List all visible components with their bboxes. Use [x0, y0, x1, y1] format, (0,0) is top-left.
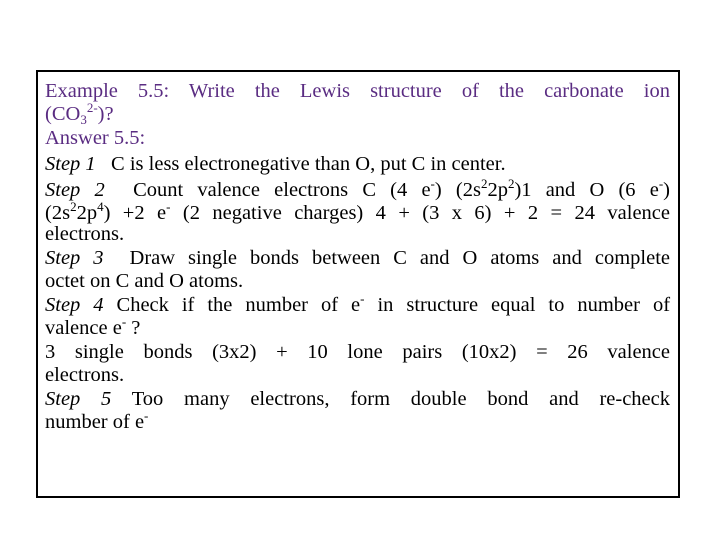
formula-subscript: 3	[80, 112, 87, 127]
step-4-line-2	[45, 314, 670, 339]
step-4-text: ?	[126, 317, 141, 339]
step-2-sup: -	[166, 199, 171, 214]
step-4-label: Step 4	[45, 294, 104, 316]
step-2-text: 2p	[76, 202, 98, 224]
step-2-sup: -	[658, 176, 664, 191]
formula-superscript: 2-	[86, 100, 98, 115]
step-2-text: )1 and O (6 e	[514, 179, 659, 201]
example-label: Example 5.5:	[45, 80, 170, 102]
step-2-sup: 2	[507, 176, 515, 191]
example-formula	[45, 100, 670, 127]
step-1	[45, 151, 670, 177]
content-box	[36, 70, 680, 498]
step-2	[45, 177, 670, 203]
step-3-line-2: octet on C and O atoms.	[45, 270, 244, 292]
step-2-label: Step 2	[45, 179, 105, 201]
step-4	[45, 292, 670, 318]
step-4-calc: 3 single bonds (3x2) + 10 lone pairs (10x2) = 26 valence	[45, 341, 670, 363]
step-5-text: number of e	[45, 411, 145, 433]
step-5-line-2	[45, 408, 670, 433]
step-2-text: ) (2s	[434, 179, 481, 201]
step-5	[45, 386, 670, 412]
step-2-text: ) +2 e	[103, 202, 167, 224]
example-question: Write the Lewis structure of the carbonate ion	[188, 80, 670, 102]
step-2-sup: 2	[480, 176, 488, 191]
step-2-sup: 2	[70, 199, 77, 214]
step-2-line-2	[45, 199, 670, 224]
answer-label: Answer 5.5:	[45, 127, 146, 149]
step-2-text: (2s	[45, 202, 71, 224]
step-3	[45, 245, 670, 271]
step-4-text: in structure equal to number of	[364, 294, 671, 316]
step-4-calc-line-2: electrons.	[45, 364, 125, 386]
step-5-text: Too many electrons, form double bond and re-check	[131, 388, 670, 410]
step-2-text: (2 negative charges) 4 + (3 x 6) + 2 = 24 valence	[170, 202, 670, 224]
step-3-text: Draw single bonds between C and O atoms and complete	[129, 247, 671, 269]
example-line	[45, 78, 670, 104]
step-3-label: Step 3	[45, 247, 104, 269]
step-4-sup: -	[360, 291, 365, 306]
step-2-text: )	[663, 179, 670, 201]
step-2-sup: 4	[97, 199, 104, 214]
step-5-label: Step 5	[45, 388, 112, 410]
step-2-text: 2p	[487, 179, 508, 201]
step-4-text: valence e	[45, 317, 122, 339]
step-1-label: Step 1	[45, 153, 96, 175]
step-4-text: Check if the number of e	[116, 294, 361, 316]
step-2-sup: -	[430, 176, 435, 191]
formula-open: (CO	[45, 103, 81, 125]
step-1-text: C is less electronegative than O, put C in center.	[111, 153, 506, 175]
step-4-sup: -	[121, 314, 127, 329]
step-2-text: Count valence electrons C (4 e	[133, 179, 431, 201]
step-5-sup: -	[144, 408, 149, 423]
formula-close: )?	[97, 103, 114, 125]
step-2-line-3: electrons.	[45, 223, 125, 245]
